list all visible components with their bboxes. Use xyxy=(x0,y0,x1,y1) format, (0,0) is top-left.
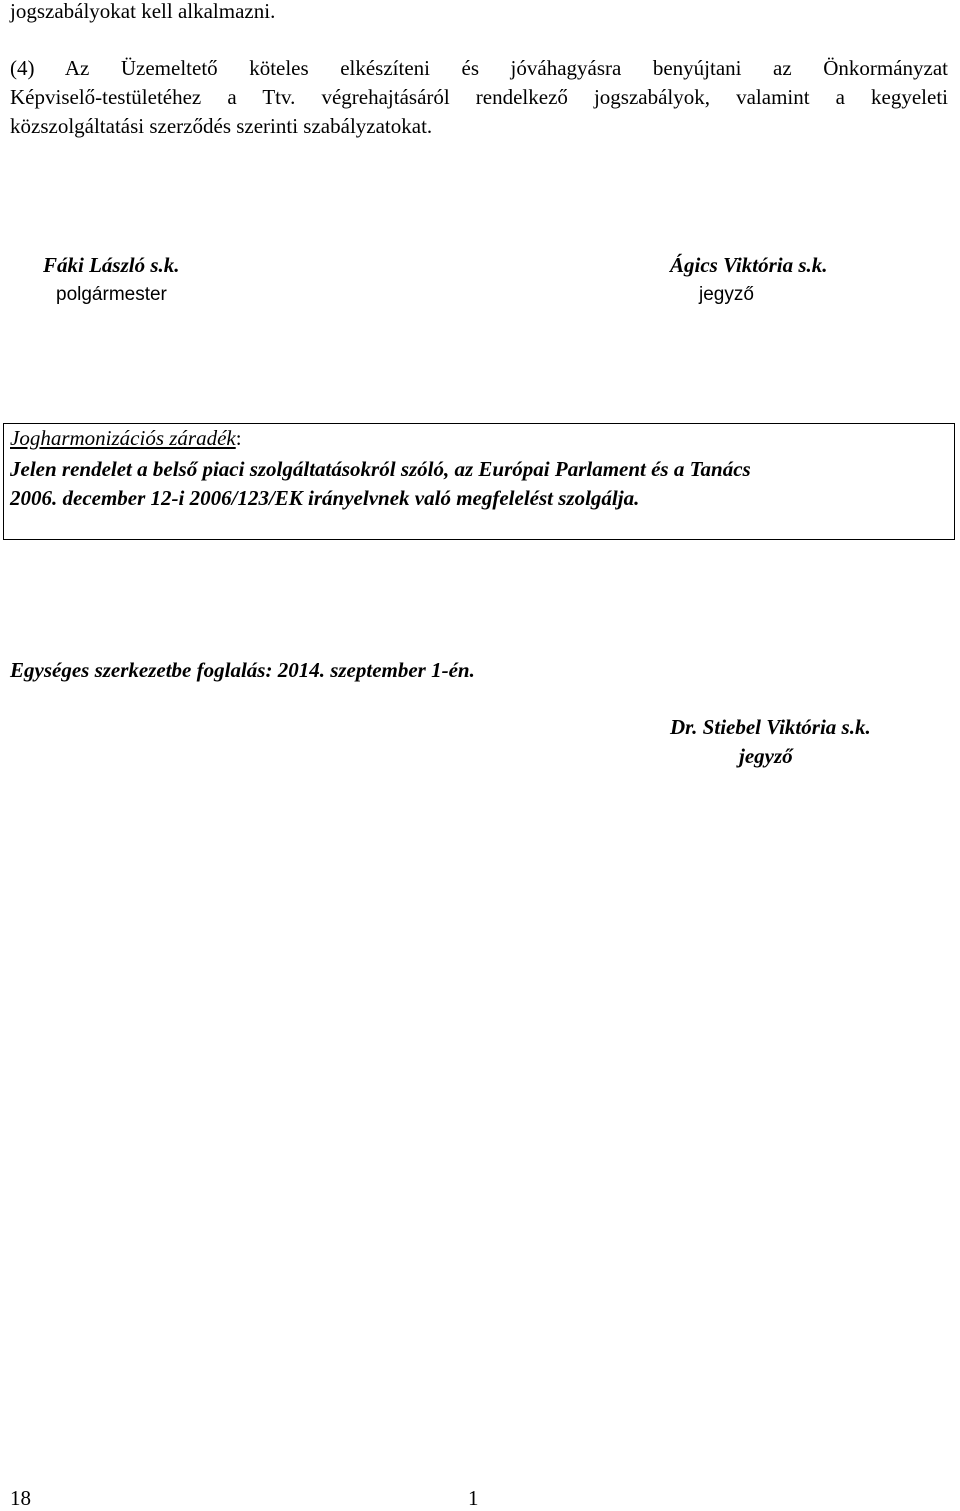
signature-left-title: polgármester xyxy=(56,284,167,305)
clause-label: Jogharmonizációs záradék xyxy=(10,426,236,450)
text-line: jogszabályokat kell alkalmazni. xyxy=(10,0,276,23)
clause-line-1: Jelen rendelet a belső piaci szolgáltatásokról szóló, az Európai Parlament és a Tanács xyxy=(10,457,751,481)
clause-heading xyxy=(10,426,242,451)
signature-right-name: Ágics Viktória s.k. xyxy=(670,253,828,277)
paragraph-4-line-2: Képviselő-testületéhez a Ttv. végrehajtásáról rendelkező jogszabályok, valamint a kegyeleti xyxy=(10,85,948,109)
consolidation-text: Egységes szerkezetbe foglalás: 2014. szeptember 1-én. xyxy=(10,658,475,682)
clause-line-2: 2006. december 12-i 2006/123/EK irányelvnek való megfelelést szolgálja. xyxy=(10,486,640,510)
paragraph-4-line-3: közszolgáltatási szerződés szerinti szabályzatokat. xyxy=(10,114,433,138)
consolidation-signer-name: Dr. Stiebel Viktória s.k. xyxy=(670,715,871,739)
page-number-right: 1 xyxy=(468,1486,479,1510)
consolidation-signer-title: jegyző xyxy=(739,744,793,768)
signature-left-name: Fáki László s.k. xyxy=(43,253,180,277)
clause-colon: : xyxy=(235,426,242,450)
page-number-left: 18 xyxy=(10,1486,31,1510)
paragraph-4-line-1: (4) Az Üzemeltető köteles elkészíteni és jóváhagyásra benyújtani az Önkormányzat xyxy=(10,56,948,80)
signature-right-title: jegyző xyxy=(699,284,754,305)
